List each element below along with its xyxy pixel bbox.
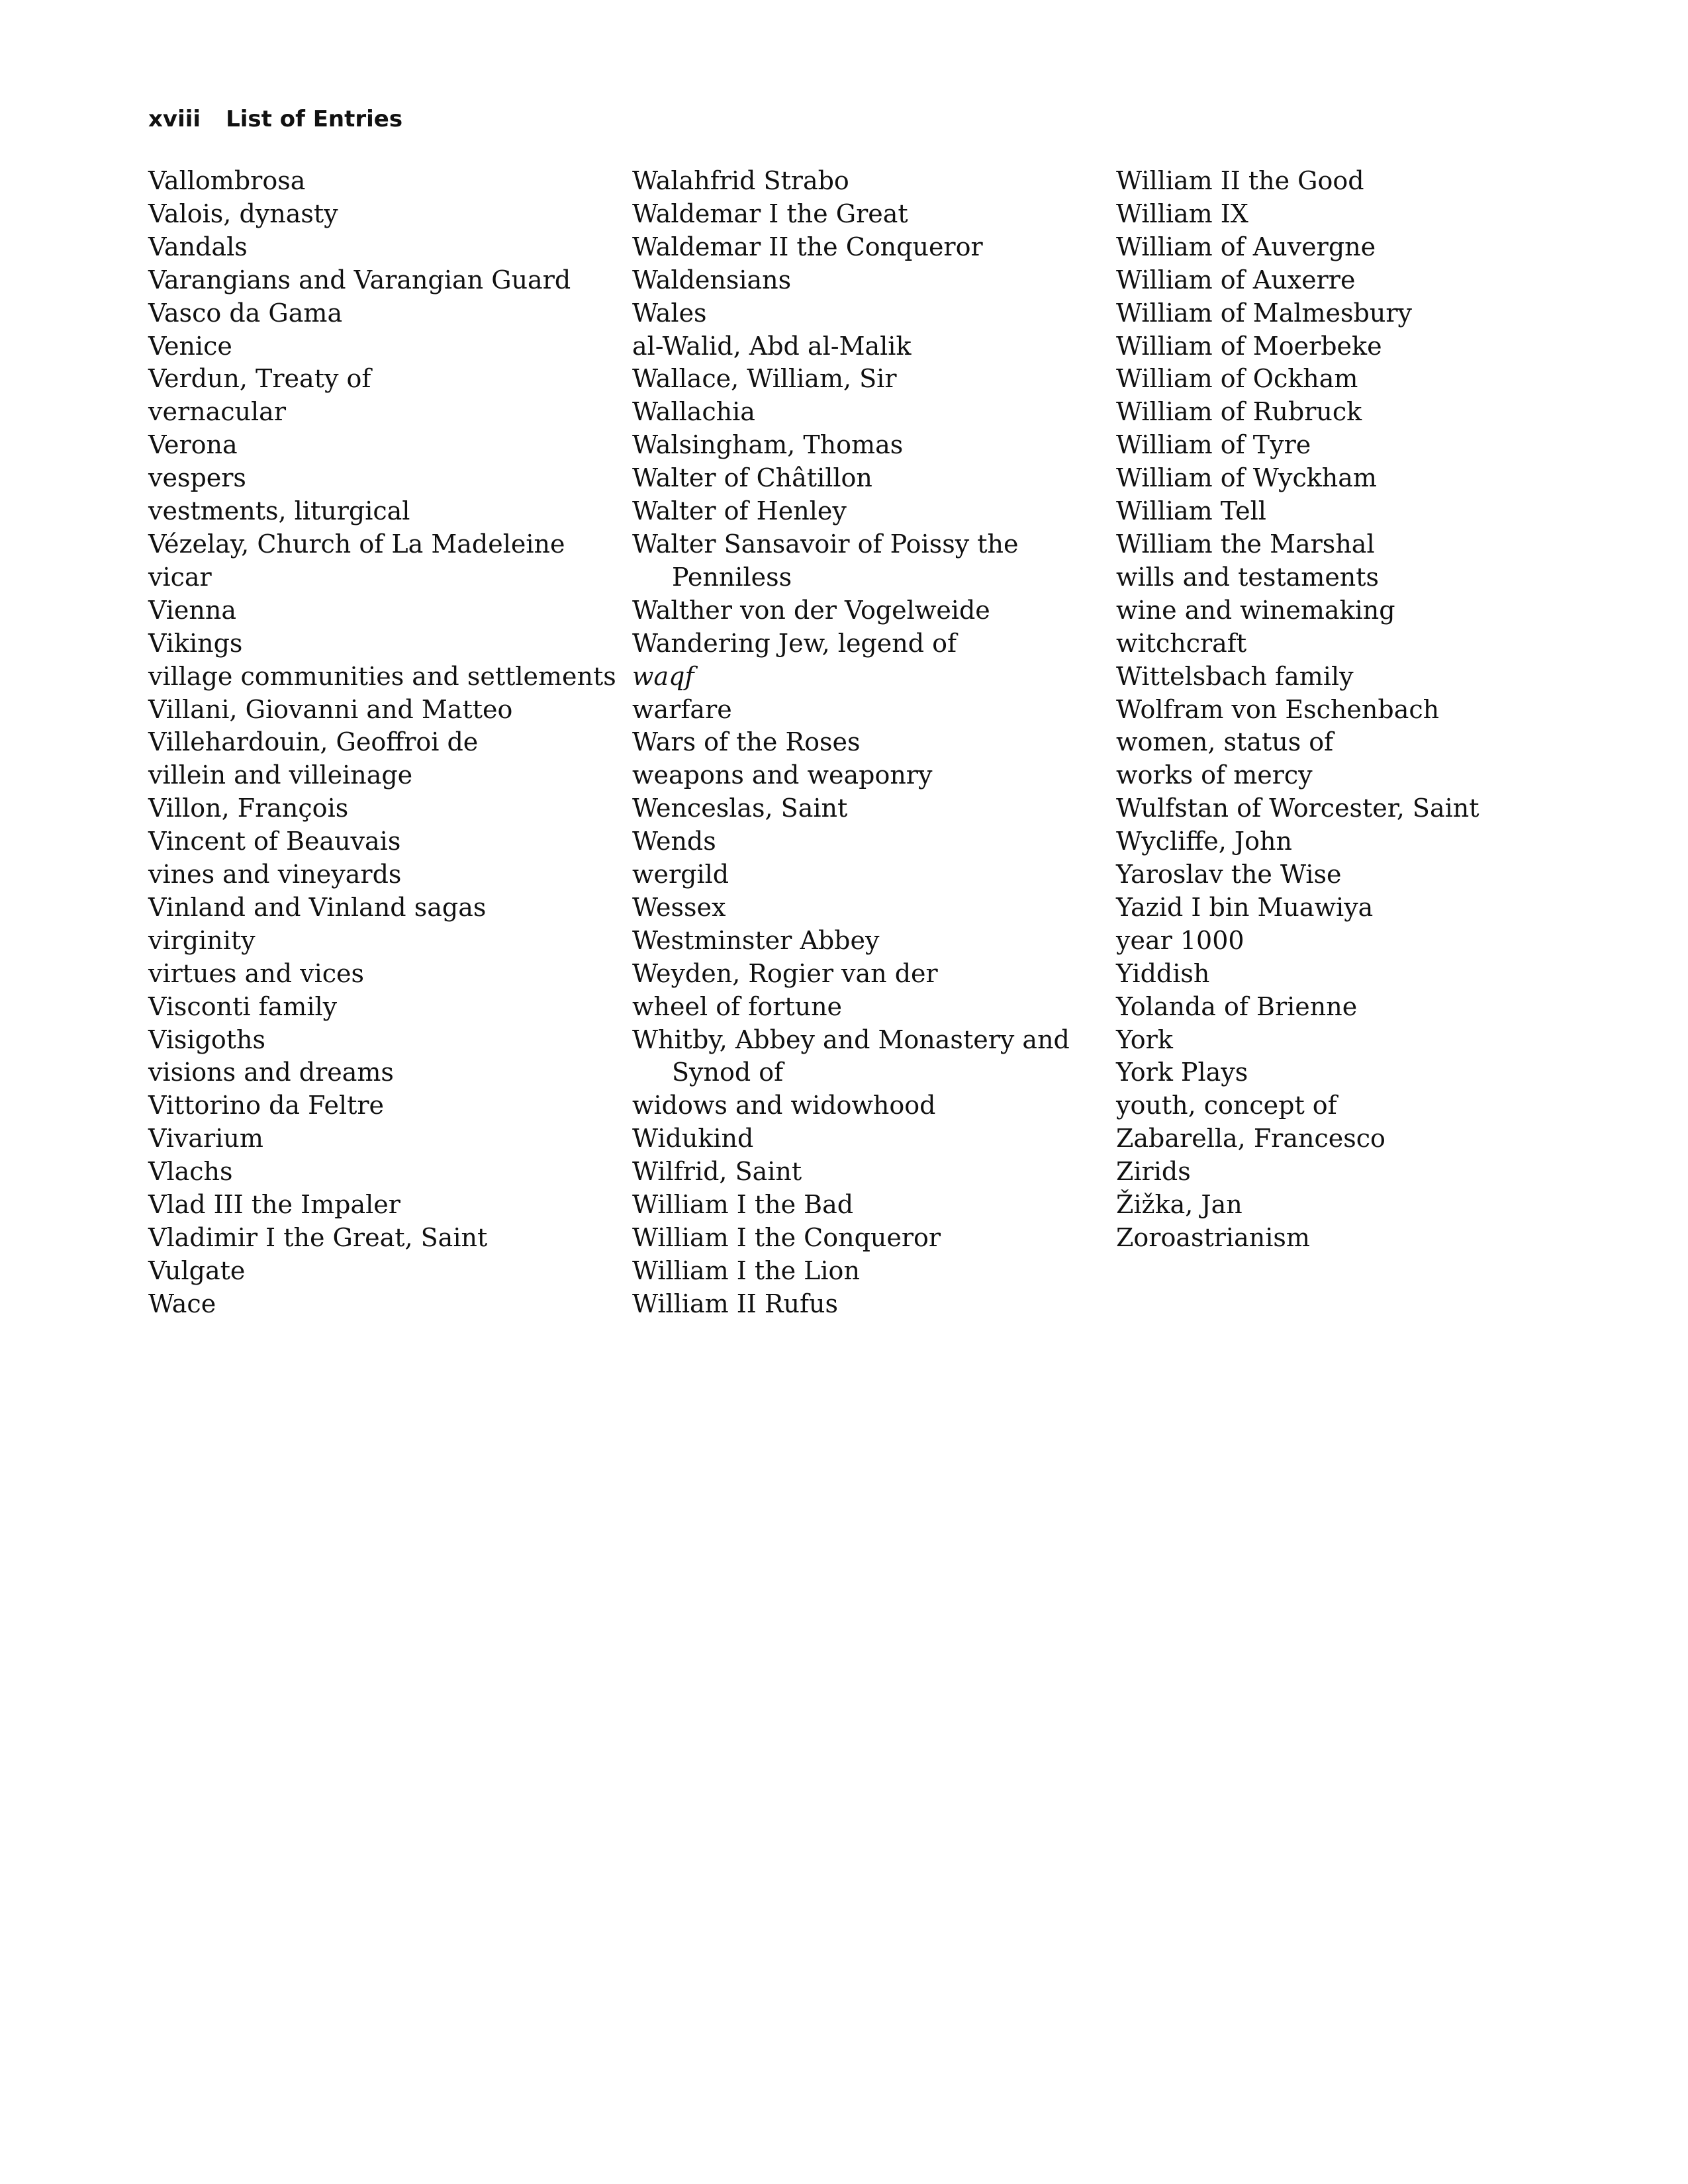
entry-text: Walter Sansavoir of Poissy the: [632, 529, 1019, 559]
list-item: waqf: [632, 661, 694, 691]
list-item: wergild: [632, 860, 729, 889]
list-item: virginity: [148, 925, 256, 955]
list-item: visions and dreams: [148, 1058, 394, 1087]
list-item: Vincent of Beauvais: [148, 827, 401, 856]
list-item: Vinland and Vinland sagas: [148, 892, 487, 922]
list-item: wills and testaments: [1116, 562, 1380, 592]
list-item: William the Marshal: [1116, 529, 1375, 559]
list-item: Wycliffe, John: [1116, 827, 1292, 856]
list-item: village communities and settlements: [148, 661, 616, 691]
running-head: [148, 105, 402, 134]
entries-column-2: [632, 165, 1096, 1321]
list-item: Waldemar II the Conqueror: [632, 232, 983, 261]
list-item: Wilfrid, Saint: [632, 1157, 802, 1187]
entries-column-3: [1116, 165, 1579, 1255]
list-item: Verona: [148, 430, 238, 460]
list-item: Widukind: [632, 1124, 754, 1154]
list-item: Valois, dynasty: [148, 199, 338, 228]
list-item: year 1000: [1116, 925, 1244, 955]
list-item: William Tell: [1116, 496, 1266, 526]
list-item: Walsingham, Thomas: [632, 430, 904, 460]
list-item: William II Rufus: [632, 1289, 838, 1318]
list-item: William of Wyckham: [1116, 463, 1377, 493]
list-item: William of Tyre: [1116, 430, 1311, 460]
list-item: William of Rubruck: [1116, 397, 1362, 427]
list-item: vespers: [148, 463, 246, 493]
list-item: Vallombrosa: [148, 166, 306, 195]
list-item: Wends: [632, 827, 716, 856]
list-item: Vézelay, Church of La Madeleine: [148, 529, 565, 559]
list-item: Visigoths: [148, 1024, 266, 1054]
list-item: Vladimir I the Great, Saint: [148, 1223, 488, 1252]
list-item: villein and villeinage: [148, 760, 413, 790]
list-item: Walahfrid Strabo: [632, 166, 849, 195]
list-item: Vlachs: [148, 1157, 233, 1187]
list-item: Walter of Châtillon: [632, 463, 872, 493]
list-item: vernacular: [148, 397, 286, 427]
list-item: Wace: [148, 1289, 216, 1318]
list-item: youth, concept of: [1116, 1091, 1337, 1120]
list-item: weapons and weaponry: [632, 760, 933, 790]
list-item: York Plays: [1116, 1058, 1248, 1087]
list-item: wheel of fortune: [632, 991, 843, 1021]
list-item: Villon, François: [148, 794, 349, 823]
list-item: Visconti family: [148, 991, 338, 1021]
list-item: Wulfstan of Worcester, Saint: [1116, 794, 1479, 823]
list-item: Villani, Giovanni and Matteo: [148, 694, 513, 724]
list-item: Vlad III the Impaler: [148, 1190, 400, 1220]
list-item: William of Moerbeke: [1116, 331, 1382, 361]
list-item: Zoroastrianism: [1116, 1223, 1310, 1252]
list-item: Wessex: [632, 892, 726, 922]
list-item: Walther von der Vogelweide: [632, 595, 990, 625]
list-item: women, status of: [1116, 727, 1334, 757]
list-item: William of Auxerre: [1116, 265, 1356, 295]
list-item: Wallachia: [632, 397, 755, 427]
list-item: Yazid I bin Muawiya: [1116, 892, 1374, 922]
list-item: William IX: [1116, 199, 1248, 228]
list-item: vicar: [148, 562, 212, 592]
list-item: Waldensians: [632, 265, 792, 295]
list-item: wine and winemaking: [1116, 595, 1395, 625]
list-item: Žižka, Jan: [1116, 1190, 1243, 1220]
list-item: Wallace, William, Sir: [632, 364, 897, 394]
list-item: William of Auvergne: [1116, 232, 1376, 261]
list-item: Wenceslas, Saint: [632, 794, 848, 823]
section-title: List of Entries: [226, 106, 403, 132]
list-item: Zirids: [1116, 1157, 1191, 1187]
list-item: widows and widowhood: [632, 1091, 936, 1120]
list-item: al-Walid, Abd al-Malik: [632, 331, 912, 361]
list-item: vines and vineyards: [148, 860, 402, 889]
list-item: Vandals: [148, 232, 248, 261]
list-item: Waldemar I the Great: [632, 199, 908, 228]
list-item: vestments, liturgical: [148, 496, 410, 526]
list-item: William I the Bad: [632, 1190, 854, 1220]
list-item: [632, 1024, 1096, 1090]
list-item: Vikings: [148, 628, 243, 658]
list-item: Wolfram von Eschenbach: [1116, 694, 1440, 724]
list-item: Yiddish: [1116, 958, 1210, 988]
list-item: Yolanda of Brienne: [1116, 991, 1358, 1021]
list-item: Vivarium: [148, 1124, 263, 1154]
list-item: works of mercy: [1116, 760, 1313, 790]
list-item: virtues and vices: [148, 958, 365, 988]
list-item: Wandering Jew, legend of: [632, 628, 957, 658]
entry-continuation: Penniless: [672, 562, 792, 592]
entries-column-1: [148, 165, 616, 1321]
entry-text: Whitby, Abbey and Monastery and: [632, 1024, 1070, 1054]
list-item: Vienna: [148, 595, 237, 625]
list-item: Vittorino da Feltre: [148, 1091, 385, 1120]
list-item: Yaroslav the Wise: [1116, 860, 1342, 889]
list-item: Walter of Henley: [632, 496, 847, 526]
list-item: William of Malmesbury: [1116, 298, 1412, 328]
list-item: warfare: [632, 694, 732, 724]
list-item: York: [1116, 1024, 1173, 1054]
list-item: Verdun, Treaty of: [148, 364, 371, 394]
list-item: Westminster Abbey: [632, 925, 880, 955]
list-item: [632, 528, 1096, 594]
list-item: Vulgate: [148, 1255, 246, 1285]
list-item: William I the Lion: [632, 1255, 860, 1285]
list-item: witchcraft: [1116, 628, 1247, 658]
list-item: Varangians and Varangian Guard: [148, 265, 571, 295]
list-item: Wales: [632, 298, 707, 328]
list-item: Wars of the Roses: [632, 727, 861, 757]
list-item: Villehardouin, Geoffroi de: [148, 727, 479, 757]
list-item: Venice: [148, 331, 232, 361]
list-item: Wittelsbach family: [1116, 661, 1354, 691]
page-number: xviii: [148, 106, 201, 132]
list-item: William II the Good: [1116, 166, 1364, 195]
list-item: Zabarella, Francesco: [1116, 1124, 1385, 1154]
entry-continuation: Synod of: [672, 1058, 784, 1087]
list-item: William of Ockham: [1116, 364, 1358, 394]
list-item: Vasco da Gama: [148, 298, 343, 328]
list-item: Weyden, Rogier van der: [632, 958, 938, 988]
list-item: William I the Conqueror: [632, 1223, 941, 1252]
